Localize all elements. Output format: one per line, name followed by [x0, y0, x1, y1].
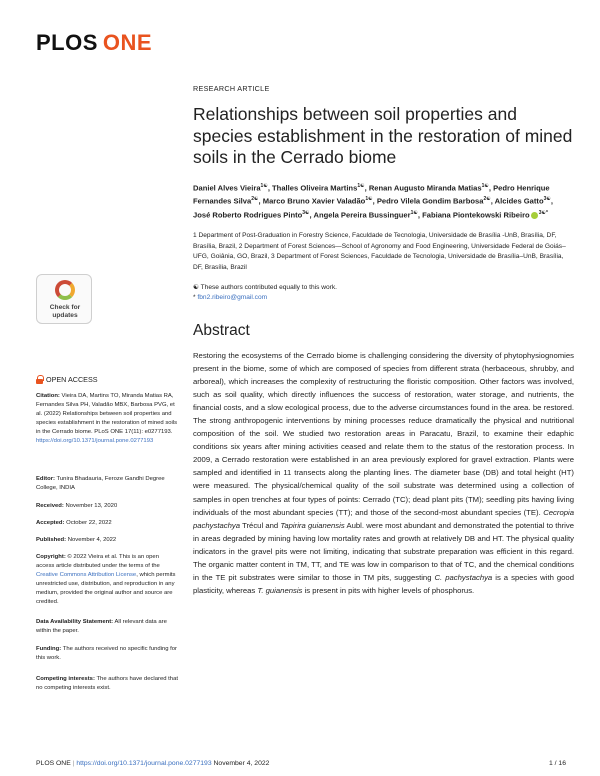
footer-date: November 4, 2022: [213, 760, 270, 767]
published-label: Published:: [36, 537, 67, 543]
received-date: November 13, 2020: [63, 503, 118, 509]
competing-interests-text: The authors have declared that no competing interests exist.: [36, 676, 178, 691]
author-name: Fabiana Piontekowski Ribeiro: [422, 210, 530, 220]
citation-doi-link[interactable]: https://doi.org/10.1371/journal.pone.0277193: [36, 438, 154, 444]
species-name: Tapirira guianensis: [280, 520, 345, 530]
footer-doi-link[interactable]: https://doi.org/10.1371/journal.pone.0277193: [76, 760, 212, 767]
open-access-label: OPEN ACCESS: [46, 375, 98, 384]
author-sup: 1☯: [481, 183, 489, 189]
open-access-badge: [36, 375, 98, 384]
article-title: Relationships between soil properties and species establishment in the restoration of mined soils in the Cerrado biome: [193, 104, 573, 167]
open-lock-icon: [36, 375, 43, 384]
data-availability-label: Data Availability Statement:: [36, 619, 114, 625]
author-sup: 3☯: [543, 196, 551, 203]
species-name: C. pachystachya: [434, 572, 493, 582]
abstract-part: is present in pits with higher levels of phosphorus.: [302, 585, 475, 595]
abstract-text: [193, 349, 574, 729]
author-name: Angela Pereira Bussinguer: [313, 210, 411, 220]
editor-text: Tunira Bhadauria, Feroze Gandhi Degree College, INDIA: [36, 476, 165, 491]
author-name: Daniel Alves Vieira: [193, 183, 261, 193]
abstract-part: Restoring the ecosystems of the Cerrado biome is challenging considering the diversity of phytophysiognomies present in the biome, some of which are composed of species from different strata (herbaceous, shrubby, and arboreal), which increases the complexity of restructuring the floristic composition. Other factors was involved, such as soil quality, which directly influences the success of restoration, water storage, and nutrients, the financial costs, and a slow ecological process, due to the adverse circumstances found in the area. be restored. The strong anthropogenic interventions by mining processes reduce dramatically the physical and nutritional composition of the soil. We studied two restoration areas in Paracatu, Brazil, to examine their edaphic conditions six years after mining activities ceased and relate them to the status of the restoration process. In 2009, a Cerrado restoration were established in an area previously explored for gravel extraction. Plants were sampled and identified in 11 transects along the planting lines. The diameter base (DB) and total height (HT) were measured. The physical/chemical quality of the soil substrate was determined using a collection of samples in open trenches at four types of points: Cerrado (TC); dead plant pits (TM); seedling pits having living individuals of the most abundant species (TT); and those of the second-most abundant species (TE).: [193, 351, 574, 517]
copyright-block: [36, 553, 178, 607]
funding-text: The authors received no specific funding for this work.: [36, 646, 178, 661]
journal-logo-one: ONE: [102, 30, 153, 55]
published-block: [36, 536, 178, 545]
footer-journal: PLOS ONE: [36, 760, 71, 767]
citation-label: Citation:: [36, 393, 60, 399]
competing-interests-label: Competing interests:: [36, 676, 95, 682]
check-updates-line1: Check for: [49, 304, 81, 311]
editor-label: Editor:: [36, 476, 55, 482]
species-name: Cecropia pachystachya: [193, 507, 574, 530]
copyright-text: © 2022 Vieira et al. This is an open access article distributed under the terms of the: [36, 554, 160, 569]
author-name: José Roberto Rodrigues Pinto: [193, 210, 303, 220]
check-for-updates-button[interactable]: [36, 274, 92, 324]
article-type: RESEARCH ARTICLE: [193, 84, 270, 93]
affiliations: 1 Department of Post-Graduation in Forestry Science, Faculdade de Tecnologia, Universidade de Brasília -UnB, Brasília, DF, Brasília, Brazil, 2 Department of Forest Sciences—School of Agronomy and Food Engineering, Universidade Federal de Goiás–UFG, Goiânia, GO, Brazil, 3 Department of Forest Sciences, Faculdade de Tecnologia, Universidade de Brasília–UnB, Brasília, DF, Brasília, Brazil: [193, 232, 566, 271]
published-date: November 4, 2022: [66, 537, 117, 543]
author-name: Renan Augusto Miranda Matias: [368, 183, 482, 193]
page-footer: [36, 760, 566, 767]
accepted-label: Accepted:: [36, 520, 65, 526]
orcid-icon[interactable]: [531, 212, 538, 219]
abstract-part: Aubl. were most abundant and demonstrated the potential to thrive in areas degraded by mining having low mortality rates and growth at relatively DB and HT. The physical quality indicators in the gravel pits were not limiting, indicating that substrate preparation was efficient in this regard. The organic matter content in TM, TT, and TE was low in comparison to that of TC, and the chemical conditions in the TE pit substrates were similar to those in TM pits, suggesting: [193, 520, 574, 582]
page-number: 1 / 16: [548, 760, 566, 767]
abstract-heading: Abstract: [193, 322, 250, 339]
author-sup: 1☯: [365, 196, 373, 203]
data-availability-block: [36, 618, 178, 636]
author-sup: 1☯: [410, 209, 418, 216]
author-name: Thalles Oliveira Martins: [272, 183, 358, 193]
species-name: T. guianensis: [257, 585, 303, 595]
editor-block: [36, 475, 178, 493]
accepted-date: October 22, 2022: [64, 520, 112, 526]
accepted-block: [36, 519, 178, 528]
citation-block: [36, 392, 178, 446]
corresponding-email: [193, 293, 569, 303]
data-availability-text: All relevant data are within the paper.: [36, 619, 167, 634]
author-name: Alcides Gatto: [494, 196, 544, 206]
author-name: Marco Bruno Xavier Valadão: [262, 196, 366, 206]
equal-contribution-note: ☯ These authors contributed equally to this work.: [193, 284, 337, 291]
author-sup: 3☯: [302, 209, 310, 216]
abstract-part: Trécul and: [240, 520, 281, 530]
journal-logo-plos: PLOS: [36, 30, 98, 55]
received-label: Received:: [36, 503, 64, 509]
license-link[interactable]: Creative Commons Attribution License: [36, 572, 137, 578]
email-link[interactable]: fbn2.ribeiro@gmail.com: [197, 294, 268, 301]
author-sup: 1☯: [260, 183, 268, 189]
check-updates-icon: [55, 280, 75, 300]
copyright-label: Copyright:: [36, 554, 66, 560]
author-list: Daniel Alves Vieira$^{1☯}$, Thalles Oliveira Martins$^{1☯}$, Renan Augusto Miranda Matias$^{1☯}$, Pedro Henrique Fernandes Silva$^{2☯}$, Marco Bruno Xavier Valadão$^{1☯}$, Pedro Vilela Gondim Barbosa$^{2☯}$, Alcides Gatto$^{3☯}$, José Roberto Rodrigues Pinto$^{3☯}$, Angela Pereira Bussinguer$^{1☯}$, Fabiana Piontekowski Ribeiro $^{3☯*}$: [193, 183, 553, 220]
author-sup: 2☯: [251, 196, 259, 203]
citation-text: Vieira DA, Martins TO, Miranda Matias RA, Fernandes Silva PH, Valadão MBX, Barbosa PVG, et al. (2022) Relationships between soil properties and species establishment in the restoration of mined soils in the Cerrado biome. PLoS ONE 17(11): e0277193.: [36, 393, 178, 435]
funding-label: Funding:: [36, 646, 62, 652]
check-updates-label: [37, 304, 93, 320]
author-sup: 1☯: [357, 183, 365, 189]
author-notes: [193, 283, 569, 303]
email-prefix: *: [193, 294, 198, 301]
copyright-text-end: , which permits unrestricted use, distribution, and reproduction in any medium, provided the original author and source are credited.: [36, 572, 176, 605]
author-sup: 3☯*: [538, 209, 548, 216]
funding-block: [36, 645, 178, 663]
competing-interests-block: [36, 675, 178, 693]
footer-separator: |: [72, 760, 75, 767]
abstract-part: is a species with good plasticity, whereas: [193, 572, 574, 595]
check-updates-line2: updates: [52, 312, 78, 319]
author-sup: 2☯: [483, 196, 491, 203]
received-block: [36, 502, 178, 511]
journal-logo: [36, 30, 152, 56]
author-name: Pedro Vilela Gondim Barbosa: [376, 196, 484, 206]
author-name: Pedro Henrique Fernandes Silva: [193, 183, 550, 206]
